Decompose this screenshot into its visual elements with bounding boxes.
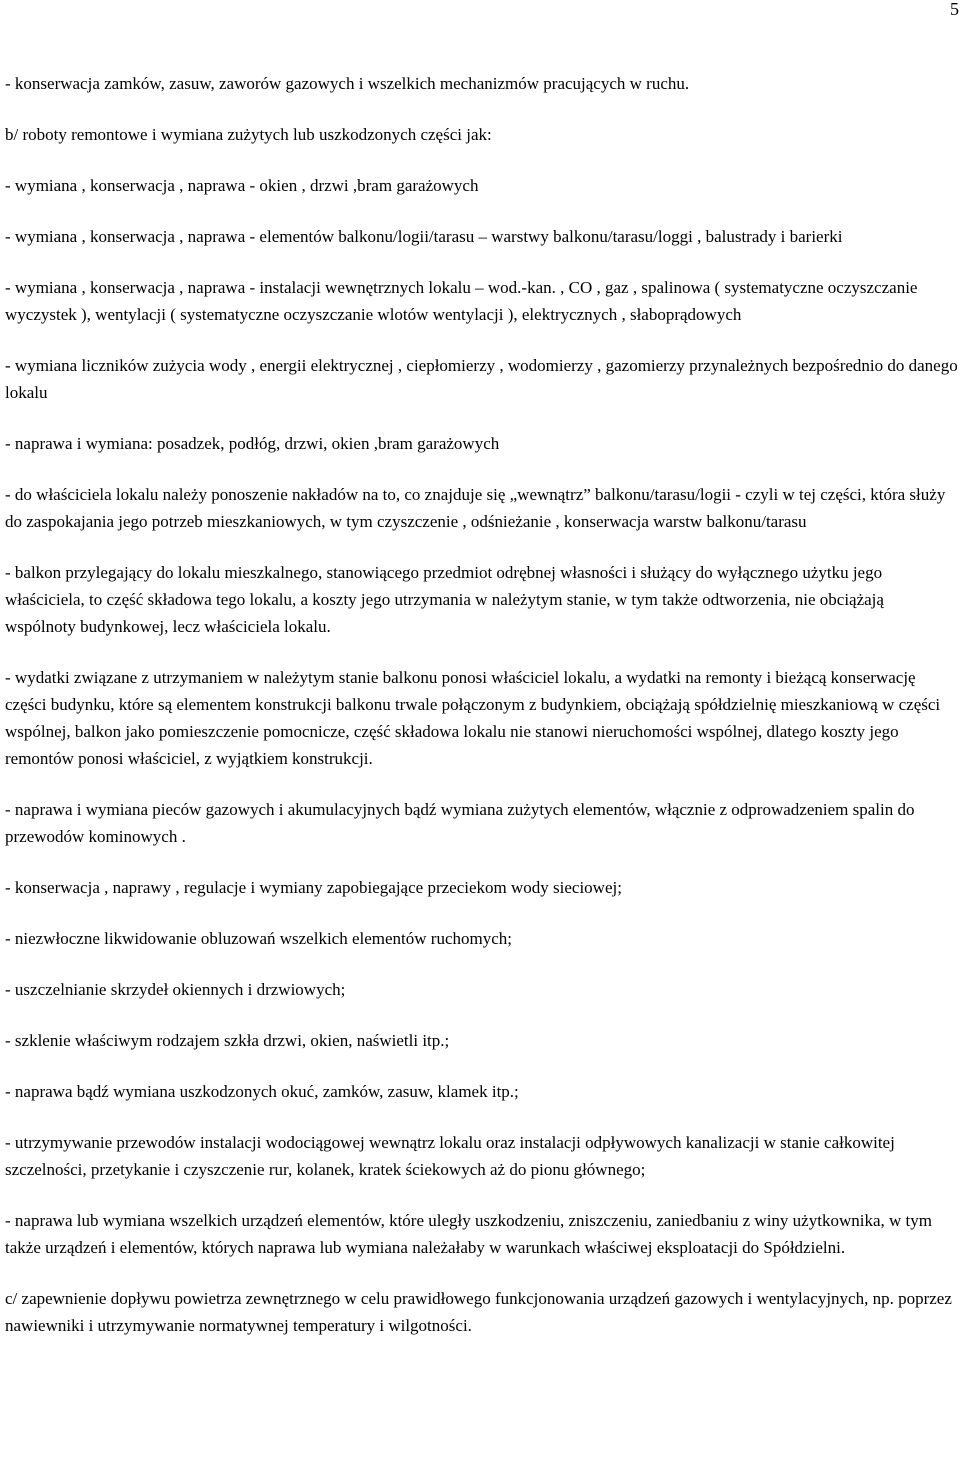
document-body: [5, 70, 958, 1363]
page-number: 5: [950, 0, 959, 19]
paragraph-locks: - konserwacja zamków, zasuw, zaworów gazowych i wszelkich mechanizmów pracujących w ruchu.: [5, 74, 690, 93]
paragraph-balcony-ownership: - balkon przylegający do lokalu mieszkalnego, stanowiącego przedmiot odrębnej własności i służący do wyłącznego użytku jego właściciela, to część składowa tego lokalu, a koszty jego utrzymania w należytym stanie, w tym także odtworzenia, nie obciążają wspólnoty budynkowej, lecz właściciela lokalu.: [5, 563, 884, 636]
paragraph-repairs-heading: b/ roboty remontowe i wymiana zużytych lub uszkodzonych części jak:: [5, 125, 492, 144]
paragraph-owner-costs: - do właściciela lokalu należy ponoszenie nakładów na to, co znajduje się „wewnątrz” balkonu/tarasu/logii - czyli w tej części, która służy do zaspokajania jego potrzeb mieszkaniowych, w tym czyszczenie , odśnieżanie , konserwacja warstw balkonu/tarasu: [5, 485, 946, 531]
paragraph-meters: - wymiana liczników zużycia wody , energii elektrycznej , ciepłomierzy , wodomierzy , gazomierzy przynależnych bezpośrednio do danego lokalu: [5, 356, 958, 402]
paragraph-fittings: - naprawa bądź wymiana uszkodzonych okuć, zamków, zasuw, klamek itp.;: [5, 1082, 519, 1101]
paragraph-air-supply: c/ zapewnienie dopływu powietrza zewnętrznego w celu prawidłowego funkcjonowania urządzeń gazowych i wentylacyjnych, np. poprzez nawiewniki i utrzymywanie normatywnej temperatury i wilgotności.: [5, 1289, 952, 1335]
paragraph-user-damage: - naprawa lub wymiana wszelkich urządzeń elementów, które uległy uszkodzeniu, zniszczeniu, zaniedbaniu z winy użytkownika, w tym także urządzeń i elementów, których naprawa lub wymiana należałaby w warunkach właściwej eksploatacji do Spółdzielni.: [5, 1211, 932, 1257]
paragraph-windows-doors: - wymiana , konserwacja , naprawa - okien , drzwi ,bram garażowych: [5, 176, 479, 195]
paragraph-plumbing: - utrzymywanie przewodów instalacji wodociągowej wewnątrz lokalu oraz instalacji odpływowych kanalizacji w stanie całkowitej szczelności, przetykanie i czyszczenie rur, kolanek, kratek ściekowych aż do pionu głównego;: [5, 1133, 895, 1179]
paragraph-loose-elements: - niezwłoczne likwidowanie obluzowań wszelkich elementów ruchomych;: [5, 929, 512, 948]
paragraph-balcony-elements: - wymiana , konserwacja , naprawa - elementów balkonu/logii/tarasu – warstwy balkonu/tarasu/loggi , balustrady i barierki: [5, 227, 843, 246]
paragraph-installations: - wymiana , konserwacja , naprawa - instalacji wewnętrznych lokalu – wod.-kan. , CO , gaz , spalinowa ( systematyczne oczyszczanie wyczystek ), wentylacji ( systematyczne oczyszczanie wlotów wentylacji ), elektrycznych , słaboprądowych: [5, 278, 918, 324]
paragraph-water-leaks: - konserwacja , naprawy , regulacje i wymiany zapobiegające przeciekom wody sieciowej;: [5, 878, 622, 897]
paragraph-floors: - naprawa i wymiana: posadzek, podłóg, drzwi, okien ,bram garażowych: [5, 434, 500, 453]
paragraph-window-sealing: - uszczelnianie skrzydeł okiennych i drzwiowych;: [5, 980, 346, 999]
paragraph-glazing: - szklenie właściwym rodzajem szkła drzwi, okien, naświetli itp.;: [5, 1031, 450, 1050]
paragraph-balcony-expenses: - wydatki związane z utrzymaniem w należytym stanie balkonu ponosi właściciel lokalu, a wydatki na remonty i bieżącą konserwację części budynku, które są elementem konstrukcji balkonu trwale połączonym z budynkiem, obciążają spółdzielnię mieszkaniową w części wspólnej, balkon jako pomieszczenie pomocnicze, część składowa lokalu nie stanowi nieruchomości wspólnej, dlatego koszty jego remontów ponosi właściciel, z wyjątkiem konstrukcji.: [5, 668, 941, 768]
paragraph-gas-stoves: - naprawa i wymiana pieców gazowych i akumulacyjnych bądź wymiana zużytych elementów, włącznie z odprowadzeniem spalin do przewodów kominowych .: [5, 800, 915, 846]
